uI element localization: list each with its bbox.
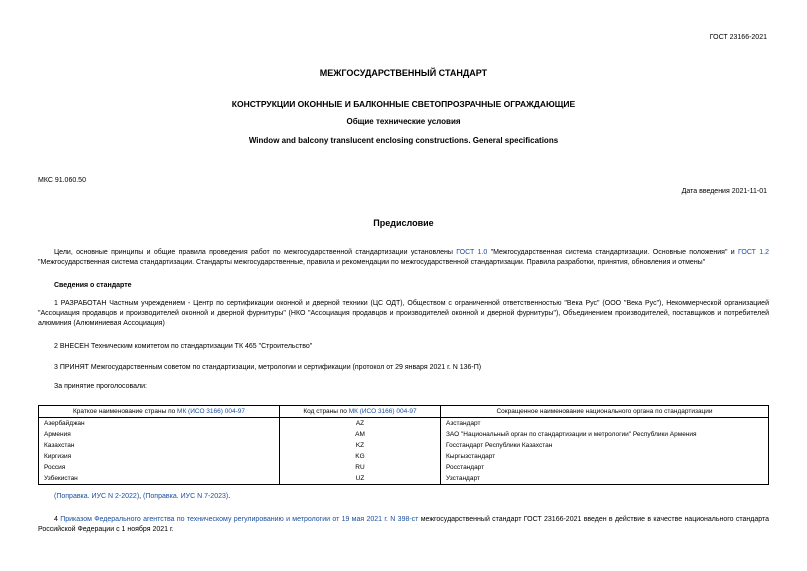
code-cell: AM: [280, 429, 441, 440]
body-cell: ЗАО "Национальный орган по стандартизации и метрологии" Республики Армения: [441, 429, 769, 440]
preface-text-2: "Межгосударственная система стандартизации. Основные положения" и: [487, 249, 738, 256]
document-title-ru: КОНСТРУКЦИИ ОКОННЫЕ И БАЛКОННЫЕ СВЕТОПРОЗРАЧНЫЕ ОГРАЖДАЮЩИЕ: [231, 99, 576, 109]
code-cell: RU: [280, 462, 441, 473]
country-cell: Армения: [39, 429, 280, 440]
amendments-line: (Поправка. ИУС N 2-2022), (Поправка. ИУС N 7-2023).: [54, 493, 231, 500]
table-header-row: [39, 406, 769, 418]
preface-paragraph: [38, 248, 769, 268]
preface-text-3: "Межгосударственная система стандартизации. Стандарты межгосударственные, правила и рекомендации по межгосударственной стандартизации. Правила разработки, принятия, обновления и отмены": [38, 259, 706, 266]
table-row: [39, 440, 769, 451]
submitted-by-paragraph: 2 ВНЕСЕН Техническим комитетом по стандартизации ТК 465 "Строительство": [54, 343, 313, 350]
rosstandart-order-link[interactable]: Приказом Федерального агентства по техническому регулированию и метрологии от 19 мая 2021 г. N 398-ст: [60, 516, 419, 523]
mk-iso-link[interactable]: МК (ИСО 3166) 004-97: [177, 408, 245, 415]
about-standard-title: Сведения о стандарте: [54, 282, 132, 289]
code-cell: KZ: [280, 440, 441, 451]
code-cell: UZ: [280, 473, 441, 485]
document-title-en: Window and balcony translucent enclosing constructions. General specifications: [248, 136, 559, 145]
gost-1-2-link[interactable]: ГОСТ 1.2: [738, 249, 769, 256]
body-cell: Госстандарт Республики Казахстан: [441, 440, 769, 451]
table-row: [39, 462, 769, 473]
document-subtitle-ru: Общие технические условия: [346, 117, 461, 126]
standard-heading: МЕЖГОСУДАРСТВЕННЫЙ СТАНДАРТ: [319, 68, 488, 78]
country-cell: Азербайджан: [39, 418, 280, 430]
adopted-by-paragraph: 3 ПРИНЯТ Межгосударственным советом по стандартизации, метрологии и сертификации (протокол от 29 января 2021 г. N 136-П): [54, 364, 482, 371]
header-country-code: Код страны по МК (ИСО 3166) 004-97: [280, 406, 441, 418]
body-cell: Узстандарт: [441, 473, 769, 485]
body-cell: Азстандарт: [441, 418, 769, 430]
preface-title: Предисловие: [373, 218, 434, 228]
gost-1-0-link[interactable]: ГОСТ 1.0: [456, 249, 488, 256]
code-cell: KG: [280, 451, 441, 462]
country-cell: Узбекистан: [39, 473, 280, 485]
preface-text-1: Цели, основные принципы и общие правила проведения работ по межгосударственной стандартизации установлены: [54, 249, 457, 256]
table-row: [39, 418, 769, 430]
enactment-paragraph: 4 Приказом Федерального агентства по техническому регулированию и метрологии от 19 мая 2021 г. N 398-ст межгосударственный стандарт ГОСТ 23166-2021 введен в действие в качестве национального стандарта Российской Федерации с 1 ноября 2021 г.: [38, 516, 769, 533]
mks-code: МКС 91.060.50: [38, 177, 86, 184]
voted-label: За принятие проголосовали:: [54, 383, 147, 390]
header-country-name: Краткое наименование страны по МК (ИСО 3166) 004-97: [39, 406, 280, 418]
header-national-body: Сокращенное наименование национального органа по стандартизации: [441, 406, 769, 418]
body-cell: Росстандарт: [441, 462, 769, 473]
code-cell: AZ: [280, 418, 441, 430]
country-cell: Россия: [39, 462, 280, 473]
introduction-date: Дата введения 2021-11-01: [681, 188, 767, 195]
developed-by-paragraph: 1 РАЗРАБОТАН Частным учреждением - Центр по сертификации оконной и дверной техники (ЦС ОДТ), Обществом с ограниченной ответственностью "Века Рус" (ООО "Века Рус"), Некоммерческой организацией "Ассоциация продавцов и производителей оконной и дверной фурнитуры" (НКО "Ассоциация продавцов и производителей оконной и дверной фурнитуры"), Объединением производителей, поставщиков и потребителей алюминия (Алюминиевая Ассоциация): [38, 300, 769, 327]
amendment-link-2023[interactable]: (Поправка. ИУС N 7-2023): [143, 493, 229, 500]
amendment-link-2022[interactable]: (Поправка. ИУС N 2-2022): [54, 493, 140, 500]
table-row: [39, 473, 769, 485]
country-cell: Киргизия: [39, 451, 280, 462]
country-cell: Казахстан: [39, 440, 280, 451]
voting-countries-table: [38, 405, 769, 485]
table-row: [39, 429, 769, 440]
mk-iso-link[interactable]: МК (ИСО 3166) 004-97: [348, 408, 417, 415]
document-code: ГОСТ 23166-2021: [709, 34, 767, 41]
table-row: [39, 451, 769, 462]
body-cell: Кыргызстандарт: [441, 451, 769, 462]
